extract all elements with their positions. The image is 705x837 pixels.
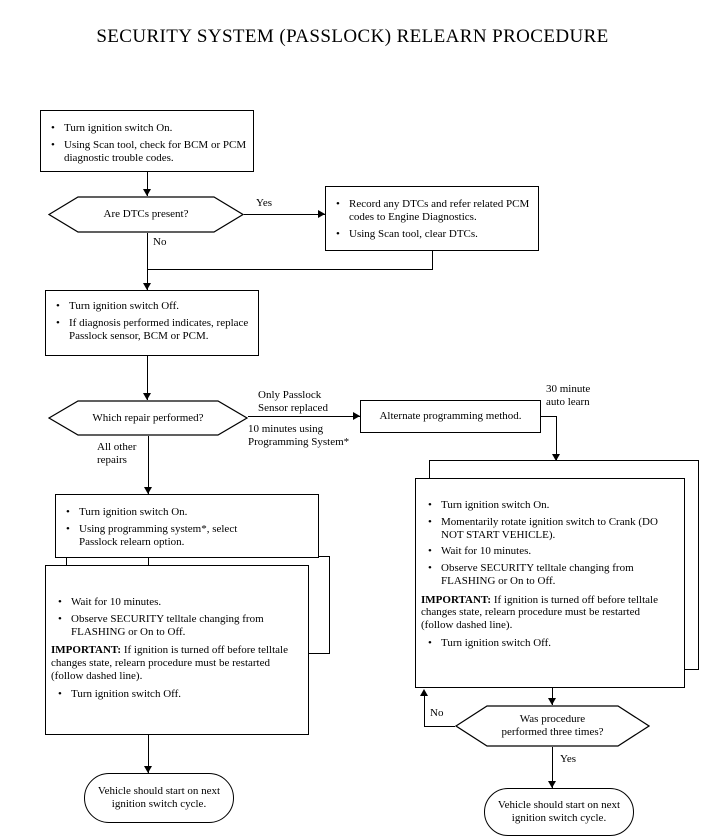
terminal-vehicle-start-right: Vehicle should start on next ignition switch cycle.: [484, 788, 634, 836]
flow-box-select-relearn: [55, 494, 319, 558]
arrowhead: [144, 487, 152, 494]
arrowhead: [144, 766, 152, 773]
connector-line: [147, 233, 148, 290]
edge-label-all-other: All other repairs: [97, 441, 137, 466]
arrowhead: [318, 210, 325, 218]
connector-line: [432, 251, 433, 269]
connector-line: [244, 214, 325, 215]
list-item: • Using programming system*, select Passlock relearn option.: [56, 523, 248, 549]
connector-line: [424, 695, 425, 726]
list-item: • If diagnosis performed indicates, replace Passlock sensor, BCM or PCM.: [46, 317, 258, 343]
list-item: • Wait for 10 minutes.: [48, 596, 300, 609]
list-item: • Using Scan tool, clear DTCs.: [326, 228, 538, 241]
flow-box-ignition-off: [45, 290, 259, 356]
list-item: • Observe SECURITY telltale changing from FLASHING or On to Off.: [418, 562, 670, 588]
list-item: • Observe SECURITY telltale changing from FLASHING or On to Off.: [48, 613, 300, 639]
connector-line: [424, 726, 455, 727]
list-item: • Turn ignition switch Off.: [48, 688, 300, 701]
list-item: • Turn ignition switch Off.: [418, 637, 670, 650]
arrowhead: [143, 283, 151, 290]
edge-label-yes: Yes: [560, 753, 577, 765]
edge-label-only-passlock: Only Passlock Sensor replaced: [258, 389, 328, 414]
flow-box-check-codes: [40, 110, 254, 172]
decision-three-times: [455, 705, 650, 747]
arrowhead: [548, 781, 556, 788]
connector-line: [541, 416, 557, 417]
flow-box-alternate-method: Alternate programming method.: [360, 400, 541, 433]
list-item: • Wait for 10 minutes.: [418, 545, 670, 558]
flow-box-wait-left: [45, 565, 309, 735]
arrowhead: [353, 412, 360, 420]
page-title: SECURITY SYSTEM (PASSLOCK) RELEARN PROCEDURE: [96, 26, 609, 47]
flow-box-auto-learn: [415, 478, 685, 688]
flow-box-record-dtcs: [325, 186, 539, 251]
arrowhead: [548, 698, 556, 705]
decision-label: Are DTCs present?: [103, 208, 189, 221]
list-item: • Momentarily rotate ignition switch to Crank (DO NOT START VEHICLE).: [418, 516, 670, 542]
edge-label-ten-minutes: 10 minutes using Programming System*: [248, 423, 350, 448]
list-item: • Turn ignition switch On.: [56, 506, 248, 519]
list-item: • Record any DTCs and refer related PCM codes to Engine Diagnostics.: [326, 198, 538, 224]
list-item: • Turn ignition switch On.: [418, 499, 670, 512]
edge-label-thirty-minute: 30 minute auto learn: [546, 383, 591, 408]
arrowhead: [143, 189, 151, 196]
list-item: • Using Scan tool, check for BCM or PCM diagnostic trouble codes.: [41, 139, 253, 165]
edge-label-yes: Yes: [256, 197, 273, 209]
decision-which-repair: [48, 400, 248, 436]
edge-label-no: No: [430, 707, 444, 719]
connector-line: [147, 269, 433, 270]
decision-label: Was procedure performed three times?: [501, 713, 604, 738]
decision-label: Which repair performed?: [92, 411, 204, 424]
connector-line: [248, 416, 360, 417]
list-item: • Turn ignition switch Off.: [46, 300, 258, 313]
decision-dtcs-present: [48, 196, 244, 233]
edge-label-no: No: [153, 236, 167, 248]
terminal-vehicle-start-left: Vehicle should start on next ignition switch cycle.: [84, 773, 234, 823]
important-note: IMPORTANT: If ignition is turned off before telltale changes state, relearn procedure must be restarted (follow dashed line).: [51, 644, 288, 682]
arrowhead: [420, 689, 428, 696]
list-item: • Turn ignition switch On.: [41, 122, 253, 135]
important-note: IMPORTANT: If ignition is turned off before telltale changes state, relearn procedure must be restarted (follow dashed line).: [421, 593, 658, 631]
arrowhead: [143, 393, 151, 400]
